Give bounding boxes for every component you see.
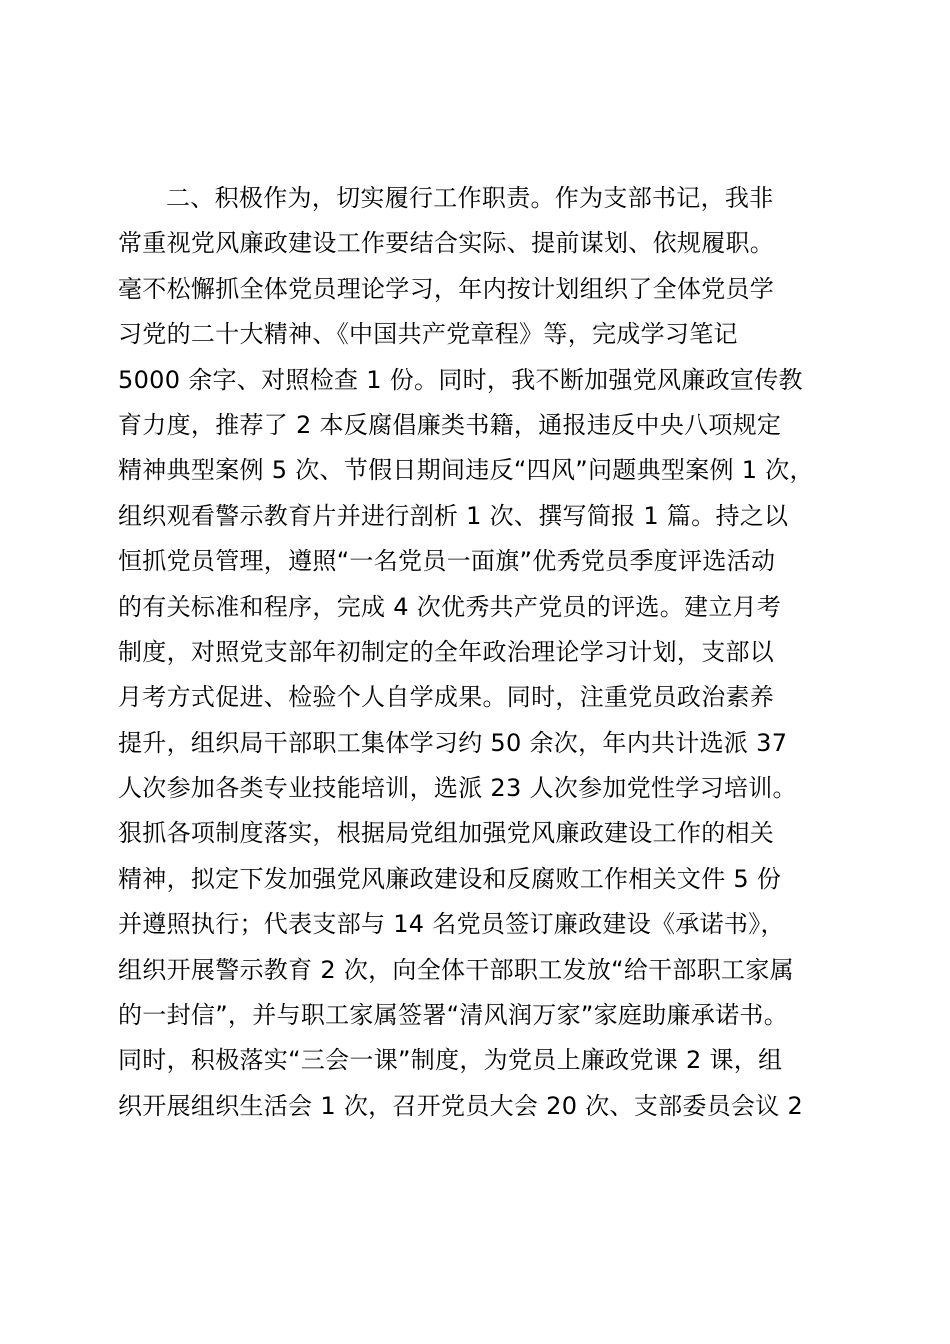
paragraph-line: 狠抓各项制度落实，根据局党组加强党风廉政建设工作的相关 — [118, 819, 775, 848]
paragraph-line: 习党的二十大精神、《中国共产党章程》等，完成学习笔记 — [118, 320, 738, 349]
body-paragraph — [118, 176, 858, 1129]
paragraph-line: 同时，积极落实“三会一课”制度，为党员上廉政党课 2 课，组 — [118, 1046, 783, 1075]
paragraph-line: 育力度，推荐了 2 本反腐倡廉类书籍，通报违反中央八项规定 — [118, 410, 782, 439]
paragraph-line: 制度，对照党支部年初制定的全年政治理论学习计划，支部以 — [118, 637, 775, 666]
paragraph-line: 常重视党风廉政建设工作要结合实际、提前谋划、依规履职。 — [118, 229, 775, 258]
paragraph-line: 的一封信”，并与职工家属签署“清风润万家”家庭助廉承诺书。 — [118, 1001, 788, 1030]
paragraph-line: 月考方式促进、检验个人自学成果。同时，注重党员政治素养 — [118, 683, 775, 712]
paragraph-line: 二、积极作为，切实履行工作职责。作为支部书记，我非 — [166, 184, 774, 212]
paragraph-line: 5000 余字、对照检查 1 份。同时，我不断加强党风廉政宣传教 — [118, 365, 803, 394]
paragraph-line: 恒抓党员管理，遵照“一名党员一面旗”优秀党员季度评选活动 — [118, 547, 776, 576]
paragraph-line: 毫不松懈抓全体党员理论学习，年内按计划组织了全体党员学 — [118, 274, 775, 303]
paragraph-line: 的有关标准和程序，完成 4 次优秀共产党员的评选。建立月考 — [118, 592, 782, 621]
paragraph-line: 组织观看警示教育片并进行剖析 1 次、撰写简报 1 篇。持之以 — [118, 501, 789, 530]
paragraph-line: 提升，组织局干部职工集体学习约 50 余次，年内共计选派 37 — [118, 728, 788, 757]
paragraph-line: 组织开展警示教育 2 次，向全体干部职工发放“给干部职工家属 — [118, 955, 794, 984]
paragraph-line: 精神典型案例 5 次、节假日期间违反“四风”问题典型案例 1 次， — [118, 456, 814, 485]
paragraph-line: 精神，拟定下发加强党风廉政建设和反腐败工作相关文件 5 份 — [118, 864, 782, 893]
paragraph-line: 织开展组织生活会 1 次，召开党员大会 20 次、支部委员会议 2 — [118, 1091, 804, 1120]
paragraph-line: 并遵照执行；代表支部与 14 名党员签订廉政建设《承诺书》， — [118, 910, 785, 939]
paragraph-line: 人次参加各类专业技能培训，选派 23 人次参加党性学习培训。 — [118, 774, 797, 803]
